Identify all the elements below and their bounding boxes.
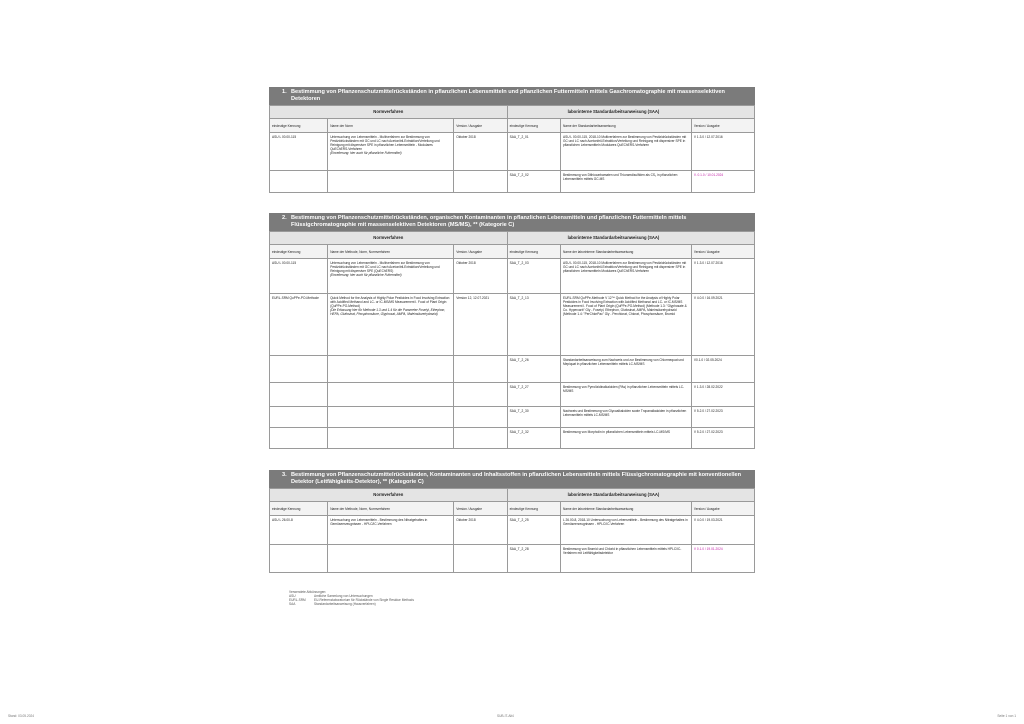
column-header: Version / Ausgabe [454,502,507,516]
saa-id: SAA_T_2_03 [507,259,560,294]
section-1 [269,87,755,193]
group-header-norm: Normverfahren [270,489,508,502]
footer-page: Seite 1 von 1 [997,714,1016,718]
column-header-row [270,245,755,259]
norm-note: (Erweiterung: hier auch für pflanzliche Futtermittel) [330,150,402,155]
table-row [270,259,755,294]
norm-name: Untersuchung von Lebensmitteln - Multiverfahren zur Bestimmung von Pestizidrückständen mit GC und LC nach Acetonitril-Extraktion/Verteilung und Reinigung mit dispersiver SPE in pflanzlichen Lebensmitteln - Modulares QuEChERS-Verfahren (Erweiterung: hier auch für pflanzliche Futtermittel) [328,133,454,171]
section-category: ** (Kategorie C) [473,222,515,228]
norm-id: ASU L 00.00-115 [270,259,328,294]
saa-version: V 5.2.0 / 27.02.2023 [691,407,754,428]
table-row [270,171,755,193]
group-header-saa: laborinterne Standardarbeitsanweisung (SAA) [507,106,754,119]
group-header-norm: Normverfahren [270,232,508,245]
section-2 [269,213,755,449]
table-row [270,407,755,428]
norm-name [328,428,454,449]
saa-name: Bestimmung von Dithiocarbamaten und Thiuramdisulfiden als CS₂ in pflanzlichen Lebensmitteln mittels GC-MS [560,171,691,193]
column-header: eindeutige Kennung [507,119,560,133]
norm-id [270,428,328,449]
abbreviations-legend [289,590,414,606]
norm-id [270,171,328,193]
saa-version: V 1.3.0 / 12.07.2016 [691,259,754,294]
norm-version [454,407,507,428]
legend-text: EU-Referenzlaboratorium für Rückstände von Single Residue Methods [314,598,414,602]
group-header-row [270,489,755,502]
norm-version: Oktober 2018 [454,259,507,294]
saa-name: EURL-SRM QuPPe-Methode V 12™ Quick Method for the Analysis of Highly Polar Pesticides in Food Involving Extraction with Acidified Methanol and LC- or IC-MS/MS Measurement I. Food of Plant Origin (QuPPe-PO-Method) (Methode 1.3: "Glyphosate & Co. Hypercarb" Gly - Fosetyl, Ethephon, Glufosinat, AMPA, Maleinsäurehydrazid (Methode 1.4: "PerChlorPac" Gly - Perchlorat, Chlorat, Phosphonsäure, Bromid [560,294,691,356]
column-header: Name der Norm [328,119,454,133]
section-title: Bestimmung von Pflanzenschutzmittelrückständen, organischen Kontaminanten in pflanzlichen Lebensmitteln und pflanzlichen Futtermitteln mittels Flüssigchromatographie mit massenselektiven Detektoren (MS/MS), ** (Kategorie C) [291,215,687,228]
table-row [270,516,755,545]
section-header [269,87,755,105]
saa-name: Bestimmung von Morpholin in pflanzlichen Lebensmitteln mittels LC-MS/MS [560,428,691,449]
table-row [270,545,755,573]
norm-version: Oktober 2018 [454,133,507,171]
column-header: Version / Ausgabe [454,245,507,259]
legend-text: Standardarbeitsanweisung (Hausverfahren) [314,602,376,606]
legend-abbr: SAA [289,602,296,606]
section-3 [269,470,755,573]
saa-id: SAA_T_2_27 [507,383,560,407]
norm-note: (Erweiterung: hier auch für pflanzliche Futtermittel) [330,272,402,277]
column-header: Version / Ausgabe [691,502,754,516]
norm-version: Oktober 2018 [454,516,507,545]
saa-name: Bestimmung von Pyrrolizidinalkaloiden (PAs) in pflanzlichen Lebensmitteln mittels LC-MS/MS [560,383,691,407]
column-header: Name der Standardarbeitsanweisung [560,119,691,133]
table-row [270,133,755,171]
saa-name: Bestimmung von Bromid und Chlorid in pflanzlichen Lebensmitteln mittels HPLC/IC-Verfahren mit Leitfähigkeitsdetektor [560,545,691,573]
legend-abbr: ASU [289,594,296,598]
saa-id: SAA_T_2_02 [507,171,560,193]
norm-name [328,545,454,573]
column-header: eindeutige Kennung [270,119,328,133]
norm-id [270,545,328,573]
column-header: eindeutige Kennung [270,245,328,259]
saa-version: V 4.0.0 / 16.09.2021 [691,294,754,356]
column-header: Name der Methode, Norm, Normverfahren [328,245,454,259]
column-header: Version / Ausgabe [691,245,754,259]
column-header-row [270,119,755,133]
saa-id: SAA_T_2_28 [507,545,560,573]
section-number: 3. [282,472,287,478]
legend-abbr: EURL-SRM [289,598,306,602]
norm-name [328,171,454,193]
column-header: eindeutige Kennung [507,502,560,516]
saa-name: ASU L 00.00-115, 2018-10 Multiverfahren zur Bestimmung von Pestizidrückständen mit GC und LC nach Acetonitril-Extraktion/Verteilung und Reinigung mit dispersiver SPE in pflanzlichen Lebensmitteln Modulares QuEChERS-Verfahren [560,133,691,171]
saa-id: SAA_T_2_32 [507,428,560,449]
norm-id: EURL-SRM QuPPe-PO-Methode [270,294,328,356]
section-title: Bestimmung von Pflanzenschutzmittelrückständen in pflanzlichen Lebensmitteln und pflanzlichen Futtermitteln mittels Gaschromatographie mit massenselektiven Detektoren [291,89,725,102]
saa-id: SAA_T_2_25 [507,516,560,545]
column-header: Name der laborinterne Standardarbeitsanweisung [560,502,691,516]
saa-version: V 4.0.0 / 19.03.2021 [691,516,754,545]
norm-name [328,383,454,407]
saa-id: SAA_T_2_13 [507,294,560,356]
group-header-row [270,232,755,245]
legend-row [289,602,414,606]
saa-id: SAA_T_2_01 [507,133,560,171]
saa-id: SAA_T_2_26 [507,356,560,383]
norm-name [328,356,454,383]
norm-version [454,545,507,573]
method-table [269,231,755,449]
norm-id [270,383,328,407]
norm-name: Quick Method for the Analysis of Highly Polar Pesticides in Food Involving Extraction with Acidified Methanol and LC- or IC-MS/MS Measurement I. Food of Plant Origin (QuPPe-PO-Method) (Die Erfassung hier für Methode 1.3 und 1.4 für die Parameter Fosetyl, Ethephon, HEPA, Glufosinat, Phosphonsäure, Glyphosat, AMPA, Maleinsäurehydrazid) [328,294,454,356]
table-row [270,383,755,407]
saa-name: Nachweis und Bestimmung von Glycoalkaloiden sowie Tropanalkaloiden in pflanzlichen Lebensmitteln mittels LC-MS/MS [560,407,691,428]
saa-version: V 0.1.0 / 19.01.2024 [691,545,754,573]
column-header: eindeutige Kennung [270,502,328,516]
group-header-norm: Normverfahren [270,106,508,119]
norm-name [328,407,454,428]
norm-name: Untersuchung von Lebensmitteln - Bestimmung des Nitratgehaltes in Gemüseerzeugnissen - HPLC/IC-Verfahren [328,516,454,545]
legend-title: Verwendete Abkürzungen: [289,590,327,594]
column-header: Name der laborinterne Standardarbeitsanweisung [560,245,691,259]
norm-version [454,383,507,407]
method-table [269,105,755,193]
norm-version [454,171,507,193]
norm-note: (Die Erfassung hier für Methode 1.3 und 1.4 für die Parameter Fosetyl, Ethephon, HEPA, Glufosinat, Phosphonsäure, Glyphosat, AMPA, Maleinsäurehydrazid) [330,307,446,316]
norm-version [454,428,507,449]
table-row [270,428,755,449]
norm-version: Version 12, 12.07.2021 [454,294,507,356]
column-header: Name der Methode, Norm, Normverfahren [328,502,454,516]
column-header-row [270,502,755,516]
legend-text: Amtliche Sammlung von Untersuchungen [314,594,373,598]
group-header-row [270,106,755,119]
norm-id: ASU L 00.00-115 [270,133,328,171]
norm-id [270,407,328,428]
table-row [270,356,755,383]
saa-name: Standardarbeitsanweisung zum Nachweis und zur Bestimmung von Chlormequat und Mepiquat in pflanzlichen Lebensmitteln mittels LC-MS/MS [560,356,691,383]
table-row [270,294,755,356]
section-number: 2. [282,215,287,221]
norm-id [270,356,328,383]
norm-id: ASU L 26.00-8 [270,516,328,545]
saa-version: V0.1.0 / 02.05.2024 [691,356,754,383]
section-title: Bestimmung von Pflanzenschutzmittelrückständen, Kontaminanten und Inhaltsstoffen in pflanzlichen Lebensmitteln mittels Flüssigchromatographie mit konventionellen Detektor (Leitfähigkeits-Detektor), ** (Kategorie C) [291,472,742,485]
group-header-saa: laborinterne Standardarbeitsanweisung (SAA) [507,489,754,502]
saa-version: V 1.3.0 / 28.02.2022 [691,383,754,407]
norm-version [454,356,507,383]
column-header: Version / Ausgabe [691,119,754,133]
group-header-saa: laborinterne Standardarbeitsanweisung (SAA) [507,232,754,245]
norm-name: Untersuchung von Lebensmitteln - Multiverfahren zur Bestimmung von Pestizidrückständen mit GC und LC nach Acetonitril-Extraktion/Verteilung und Reinigung mit dispersiver SPE (QuEChERS) (Erweiterung: hier auch für pflanzliche Futtermittel) [328,259,454,294]
section-category: ** (Kategorie C) [382,479,424,485]
section-number: 1. [282,89,287,95]
saa-id: SAA_T_2_30 [507,407,560,428]
footer-doc-id: SUB-IT-Alt4 [497,714,514,718]
saa-version: V 5.2.0 / 27.02.2023 [691,428,754,449]
section-header [269,213,755,231]
saa-version: V 1.3.0 / 12.07.2016 [691,133,754,171]
method-table [269,488,755,573]
section-header [269,470,755,488]
column-header: eindeutige Kennung [507,245,560,259]
saa-name: L 26.00-8, 2018-10 Untersuchung von Lebensmitteln - Bestimmung des Nitratgehaltes in Gemüseerzeugnissen - HPLC/IC-Verfahren [560,516,691,545]
saa-name: ASU L 00.00-115, 2018-10 Multiverfahren zur Bestimmung von Pestizidrückständen mit GC und LC nach Acetonitril-Extraktion/Verteilung und Reinigung mit dispersiver SPE in pflanzlichen Lebensmitteln Modulares QuEChERS-Verfahren [560,259,691,294]
footer-date: Stand: 03.05.2024 [8,714,35,718]
column-header: Version / Ausgabe [454,119,507,133]
saa-version: V. 0.1.0 / 10.01.2024 [691,171,754,193]
